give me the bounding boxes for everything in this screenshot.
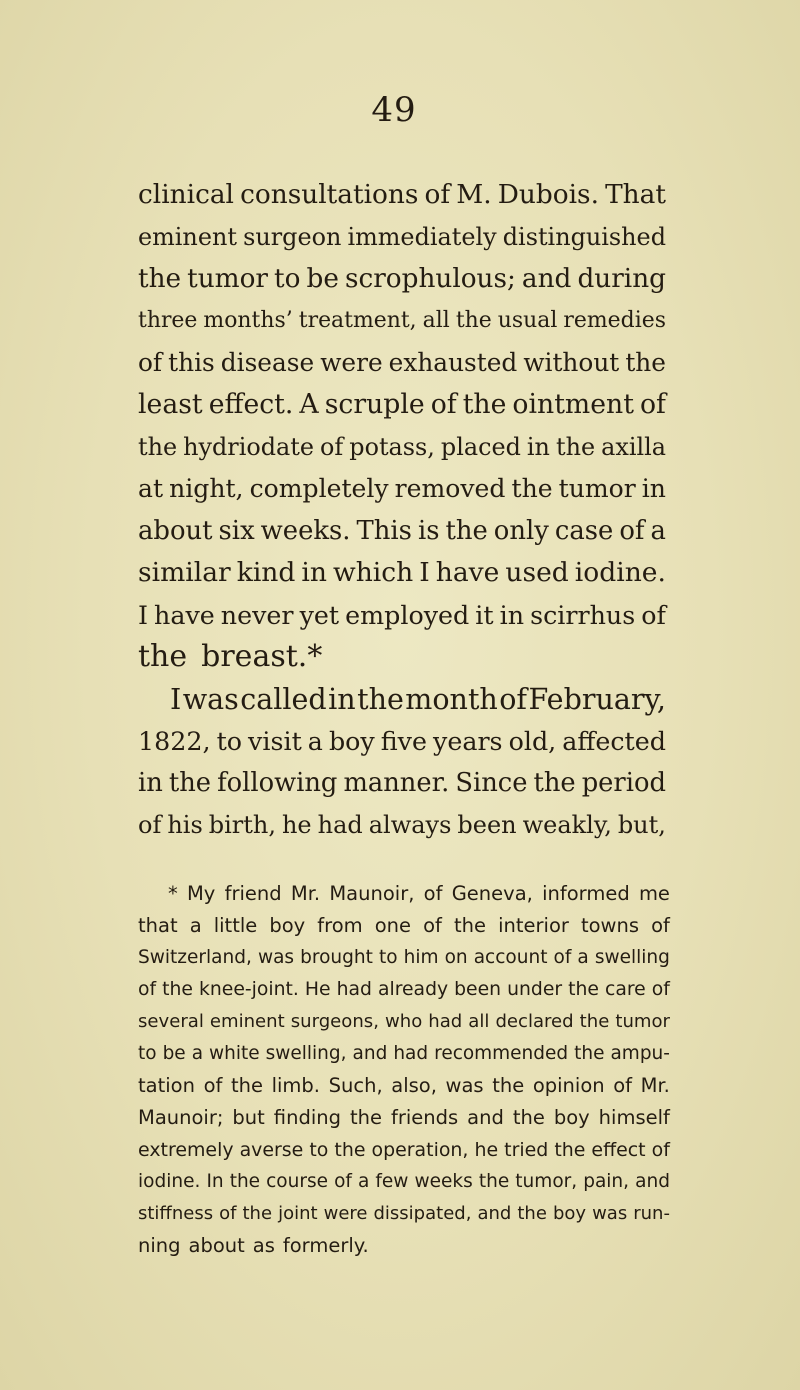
word: the bbox=[568, 979, 599, 1000]
word: this bbox=[168, 348, 215, 377]
word: all bbox=[468, 1011, 490, 1032]
word: M. bbox=[456, 180, 492, 210]
word: tation bbox=[138, 1074, 195, 1097]
word: and bbox=[477, 1203, 512, 1224]
word: weeks. bbox=[260, 516, 351, 546]
word: joint bbox=[278, 1203, 318, 1224]
word: it bbox=[475, 600, 494, 630]
word: employed bbox=[345, 600, 470, 630]
word: of bbox=[320, 433, 344, 461]
word: white bbox=[209, 1043, 260, 1064]
word: finding bbox=[273, 1106, 341, 1129]
word: Since bbox=[455, 768, 528, 798]
word: a bbox=[357, 1171, 370, 1192]
word: of bbox=[641, 600, 666, 630]
word: was bbox=[182, 682, 239, 716]
word: following bbox=[217, 768, 338, 798]
word: and bbox=[352, 1043, 388, 1064]
word: A bbox=[299, 389, 319, 420]
main-text-line bbox=[138, 678, 666, 720]
word: declared bbox=[495, 1011, 574, 1032]
word: Dubois. bbox=[497, 180, 599, 210]
word: course bbox=[266, 1171, 329, 1192]
word: scirrhus bbox=[530, 600, 636, 630]
word: yet bbox=[299, 600, 340, 630]
word: three bbox=[138, 308, 198, 333]
word: tumor bbox=[187, 264, 268, 294]
word: iodine. bbox=[138, 1171, 201, 1192]
word: who bbox=[384, 1011, 423, 1032]
word: was bbox=[592, 1203, 628, 1224]
word: * bbox=[168, 882, 178, 905]
word: used bbox=[505, 557, 569, 588]
word: manner. bbox=[343, 768, 450, 798]
word: towns bbox=[580, 914, 640, 937]
word: the bbox=[512, 1106, 545, 1129]
word: the bbox=[579, 1011, 610, 1032]
word: consultations bbox=[240, 180, 419, 210]
main-text-line bbox=[138, 552, 666, 594]
word: during bbox=[577, 264, 666, 294]
word: had bbox=[336, 979, 372, 1000]
word: ampu- bbox=[610, 1043, 670, 1064]
main-text-line bbox=[138, 342, 666, 384]
word: completely bbox=[249, 474, 389, 503]
footnote-line bbox=[138, 1198, 670, 1230]
word: effect. bbox=[208, 389, 294, 420]
word: of bbox=[619, 516, 645, 546]
word: immediately bbox=[347, 223, 497, 251]
word: to bbox=[216, 726, 243, 756]
word: effect bbox=[591, 1139, 646, 1161]
word: affected bbox=[562, 726, 666, 756]
word: operation, bbox=[371, 1139, 469, 1161]
word: 1822, bbox=[138, 726, 211, 756]
word: of bbox=[203, 1074, 223, 1097]
word: care bbox=[605, 979, 646, 1000]
word: In bbox=[206, 1171, 224, 1192]
word: potass, bbox=[349, 433, 435, 461]
word: treatment, bbox=[298, 308, 417, 333]
footnote-line bbox=[138, 974, 670, 1006]
word: years bbox=[433, 726, 503, 756]
main-text-line bbox=[138, 720, 666, 762]
footnote-line bbox=[138, 1102, 670, 1134]
word: He bbox=[304, 979, 331, 1000]
word: all bbox=[422, 308, 450, 333]
word: have bbox=[154, 600, 215, 630]
word: of bbox=[553, 947, 572, 968]
word: his bbox=[167, 811, 203, 839]
word: scrophulous; bbox=[344, 264, 516, 294]
word: of bbox=[334, 1171, 352, 1192]
word: of bbox=[424, 180, 451, 210]
word: exhausted bbox=[388, 348, 518, 377]
word: limb. bbox=[271, 1074, 321, 1097]
word: the bbox=[334, 1139, 366, 1161]
main-text-line bbox=[138, 384, 666, 426]
word: month bbox=[405, 682, 498, 716]
word: the bbox=[138, 433, 178, 461]
word: the bbox=[229, 1171, 261, 1192]
word: distinguished bbox=[502, 223, 666, 251]
word: be bbox=[306, 264, 339, 294]
word: the bbox=[554, 1139, 586, 1161]
word: night, bbox=[169, 474, 244, 503]
main-text-line bbox=[138, 594, 666, 636]
word: from bbox=[317, 914, 363, 937]
footnote-line bbox=[138, 1134, 670, 1166]
word: boy bbox=[269, 914, 306, 937]
word: without bbox=[523, 348, 620, 377]
main-text-line bbox=[138, 468, 666, 510]
word: in bbox=[138, 768, 163, 798]
word: My bbox=[186, 882, 216, 905]
word: several bbox=[138, 1011, 204, 1032]
word: clinical bbox=[138, 180, 234, 210]
main-text-line bbox=[138, 174, 666, 216]
word: about bbox=[188, 1234, 245, 1257]
word: the bbox=[230, 1074, 263, 1097]
word: were bbox=[323, 1203, 368, 1224]
word: the bbox=[574, 1043, 605, 1064]
word: disease bbox=[220, 348, 315, 377]
word: boy bbox=[552, 1203, 587, 1224]
word: surgeons, bbox=[290, 1011, 379, 1032]
word: placed bbox=[440, 433, 521, 461]
word: tumor, bbox=[515, 1171, 578, 1192]
word: ointment bbox=[512, 389, 634, 420]
word: the bbox=[478, 1171, 510, 1192]
word: the bbox=[242, 1203, 273, 1224]
word: stiffness bbox=[138, 1203, 214, 1224]
word: period bbox=[581, 768, 666, 798]
word: been bbox=[457, 811, 517, 839]
word: the bbox=[455, 308, 492, 333]
word: a bbox=[307, 726, 323, 756]
footnote-line bbox=[138, 910, 670, 942]
footnote-line bbox=[138, 1230, 670, 1262]
word: was bbox=[257, 947, 295, 968]
word: the bbox=[517, 1203, 547, 1224]
word: boy bbox=[328, 726, 375, 756]
word: never bbox=[220, 600, 294, 630]
word: birth, bbox=[208, 811, 276, 839]
word: the bbox=[445, 516, 488, 546]
word: to bbox=[378, 947, 398, 968]
word: similar bbox=[138, 557, 231, 588]
word: on bbox=[444, 947, 468, 968]
word: which bbox=[333, 557, 414, 588]
word: boy bbox=[553, 1106, 590, 1129]
word: few bbox=[375, 1171, 409, 1192]
word: the bbox=[492, 1074, 525, 1097]
word: hydriodate bbox=[183, 433, 314, 461]
word: were bbox=[320, 348, 383, 377]
word: five bbox=[380, 726, 427, 756]
word: ning bbox=[138, 1234, 181, 1257]
word: had bbox=[428, 1011, 463, 1032]
word: the bbox=[138, 264, 182, 294]
word: as bbox=[252, 1234, 275, 1257]
footnote-line bbox=[138, 1038, 670, 1070]
word: breast.* bbox=[201, 639, 323, 674]
word: and bbox=[521, 264, 572, 294]
word: to bbox=[309, 1139, 329, 1161]
word: at bbox=[138, 474, 164, 503]
word: in bbox=[301, 557, 327, 588]
word: had bbox=[317, 811, 363, 839]
word: months’ bbox=[203, 308, 293, 333]
word: also, bbox=[391, 1074, 437, 1097]
word: extremely bbox=[138, 1139, 234, 1161]
footnote-line bbox=[138, 942, 670, 974]
word: under bbox=[507, 979, 563, 1000]
word: of bbox=[423, 882, 443, 905]
word: tried bbox=[504, 1139, 549, 1161]
main-text-line bbox=[138, 804, 666, 846]
word: Geneva, bbox=[451, 882, 533, 905]
word: he bbox=[281, 811, 312, 839]
word: six bbox=[218, 516, 255, 546]
word: informed bbox=[542, 882, 630, 905]
word: dissipated, bbox=[373, 1203, 472, 1224]
word: called bbox=[240, 682, 327, 716]
word: have bbox=[435, 557, 500, 588]
word: a bbox=[189, 914, 202, 937]
word: in bbox=[641, 474, 666, 503]
word: opinion bbox=[532, 1074, 605, 1097]
word: of bbox=[138, 348, 163, 377]
word: tumor bbox=[615, 1011, 670, 1032]
word: little bbox=[213, 914, 258, 937]
word: friend bbox=[224, 882, 282, 905]
word: the bbox=[357, 682, 404, 716]
word: of bbox=[423, 914, 442, 937]
main-text-line bbox=[138, 426, 666, 468]
word: of bbox=[651, 979, 670, 1000]
word: run- bbox=[633, 1203, 670, 1224]
word: tumor bbox=[558, 474, 636, 503]
word: I bbox=[170, 682, 182, 716]
word: the bbox=[555, 433, 596, 461]
word: removed bbox=[394, 474, 506, 503]
word: the bbox=[454, 914, 487, 937]
word: is bbox=[417, 516, 440, 546]
word: knee-joint. bbox=[199, 979, 299, 1000]
word: in bbox=[328, 682, 356, 716]
word: interior bbox=[498, 914, 569, 937]
word: but bbox=[232, 1106, 265, 1129]
word: that bbox=[138, 914, 178, 937]
word: a bbox=[577, 947, 589, 968]
word: me bbox=[638, 882, 670, 905]
word: remedies bbox=[563, 308, 666, 333]
word: least bbox=[138, 389, 203, 420]
word: axilla bbox=[601, 433, 666, 461]
word: of bbox=[138, 979, 157, 1000]
word: usual bbox=[497, 308, 558, 333]
word: only bbox=[493, 516, 549, 546]
word: had bbox=[393, 1043, 429, 1064]
word: scruple bbox=[324, 389, 425, 420]
word: surgeon bbox=[243, 223, 342, 251]
word: a bbox=[191, 1043, 204, 1064]
main-text-line bbox=[138, 636, 666, 678]
word: Switzerland, bbox=[138, 947, 252, 968]
word: old, bbox=[508, 726, 557, 756]
word: he bbox=[474, 1139, 499, 1161]
word: account bbox=[473, 947, 548, 968]
word: weeks bbox=[414, 1171, 473, 1192]
word: the bbox=[138, 639, 188, 674]
word: pain, bbox=[583, 1171, 630, 1192]
word: one bbox=[374, 914, 412, 937]
main-text-line bbox=[138, 300, 666, 342]
page-number: 49 bbox=[371, 90, 417, 130]
word: of bbox=[613, 1074, 633, 1097]
word: a bbox=[650, 516, 666, 546]
word: eminent bbox=[209, 1011, 285, 1032]
word: him bbox=[403, 947, 439, 968]
word: friends bbox=[390, 1106, 459, 1129]
word: always bbox=[368, 811, 452, 839]
word: brought bbox=[300, 947, 373, 968]
word: February, bbox=[528, 682, 666, 716]
word: the bbox=[462, 389, 507, 420]
word: eminent bbox=[138, 223, 237, 251]
word: kind bbox=[236, 557, 296, 588]
word: the bbox=[349, 1106, 382, 1129]
word: to bbox=[274, 264, 301, 294]
word: was bbox=[445, 1074, 484, 1097]
footnote-line bbox=[138, 1166, 670, 1198]
word: That bbox=[605, 180, 666, 210]
word: be bbox=[162, 1043, 186, 1064]
word: and bbox=[467, 1106, 504, 1129]
word: the bbox=[625, 348, 666, 377]
word: visit bbox=[248, 726, 302, 756]
word: swelling bbox=[594, 947, 670, 968]
word: swelling, bbox=[265, 1043, 347, 1064]
word: weakly, bbox=[522, 811, 612, 839]
word: I bbox=[138, 600, 149, 630]
main-text-line bbox=[138, 510, 666, 552]
word: in bbox=[499, 600, 525, 630]
word: the bbox=[533, 768, 576, 798]
word: the bbox=[168, 768, 212, 798]
word: averse bbox=[239, 1139, 304, 1161]
main-text-line bbox=[138, 258, 666, 300]
word: in bbox=[526, 433, 550, 461]
word: This bbox=[356, 516, 412, 546]
word: case bbox=[554, 516, 614, 546]
word: but, bbox=[617, 811, 666, 839]
word: formerly. bbox=[282, 1234, 369, 1257]
footnote-line bbox=[138, 1006, 670, 1038]
word: of bbox=[651, 914, 670, 937]
main-text-line bbox=[138, 216, 666, 258]
word: Mr. bbox=[290, 882, 321, 905]
word: about bbox=[138, 516, 213, 546]
word: been bbox=[454, 979, 502, 1000]
word: of bbox=[499, 682, 527, 716]
footnote-line bbox=[138, 1070, 670, 1102]
word: of bbox=[219, 1203, 237, 1224]
word: Such, bbox=[328, 1074, 383, 1097]
word: of bbox=[430, 389, 457, 420]
word: the bbox=[511, 474, 553, 503]
word: the bbox=[162, 979, 193, 1000]
word: already bbox=[377, 979, 449, 1000]
word: recommended bbox=[434, 1043, 569, 1064]
word: Mr. bbox=[640, 1074, 670, 1097]
footnote-line bbox=[138, 878, 670, 910]
word: to bbox=[138, 1043, 157, 1064]
word: I bbox=[419, 557, 430, 588]
word: Maunoir; bbox=[138, 1106, 224, 1129]
word: of bbox=[651, 1139, 670, 1161]
word: himself bbox=[598, 1106, 670, 1129]
word: iodine. bbox=[574, 557, 666, 588]
word: and bbox=[635, 1171, 670, 1192]
word: of bbox=[138, 811, 162, 839]
word: of bbox=[639, 389, 666, 420]
main-text-line bbox=[138, 762, 666, 804]
word: Maunoir, bbox=[329, 882, 415, 905]
